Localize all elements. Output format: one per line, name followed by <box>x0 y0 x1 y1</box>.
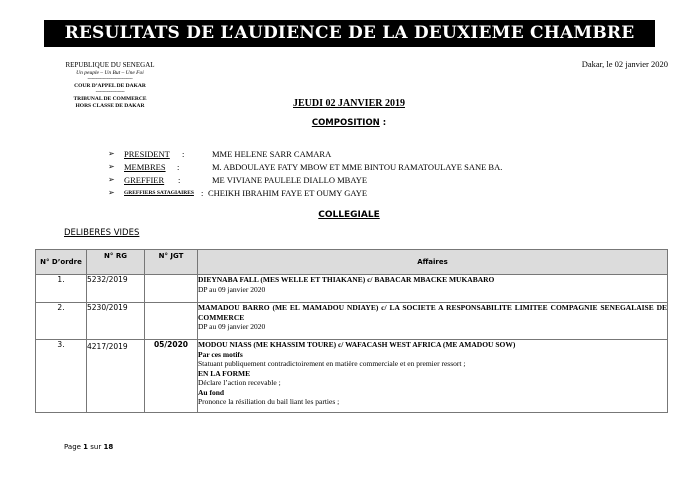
table-row <box>36 303 668 340</box>
composition-label: COMPOSITION <box>311 118 380 128</box>
republic-name: REPUBLIQUE DU SENEGAL <box>65 61 155 69</box>
member-name: CHEIKH IBRAHIM FAYE ET OUMY GAYE <box>208 188 368 198</box>
case-line: DP au 09 janvier 2020 <box>198 284 266 294</box>
footer-middle: sur <box>88 443 104 451</box>
case-affaire-cell <box>198 303 668 340</box>
case-affaire-cell <box>198 340 668 413</box>
member-role-label: MEMBRES <box>124 162 166 172</box>
subsection-title: DELIBERES VIDES <box>64 228 140 238</box>
case-statuant-text: Statuant publiquement contradictoirement en matière commerciale et en premier ressort ; <box>198 359 466 368</box>
case-jgt-cell: 05/2020 <box>145 340 198 413</box>
case-order-cell: 1. <box>36 275 87 303</box>
column-header-jgt: N° JGT <box>145 250 198 275</box>
column-header-order: N° D’ordre <box>36 250 87 275</box>
national-motto: Un peuple – Un But – Une Foi <box>76 70 144 76</box>
composition-suffix: : <box>379 118 387 128</box>
column-header-rg: N° RG <box>87 250 145 275</box>
case-fond-heading: Au fond <box>198 387 225 397</box>
member-name: MME HELENE SARR CAMARA <box>212 149 332 159</box>
arrow-bullet-icon: ➢ <box>108 162 115 171</box>
case-affaire-cell <box>198 275 668 303</box>
arrow-bullet-icon: ➢ <box>108 188 115 197</box>
member-role-sep: : <box>182 149 185 159</box>
arrow-bullet-icon: ➢ <box>108 149 115 158</box>
member-name: ME VIVIANE PAULELE DIALLO MBAYE <box>212 175 368 185</box>
case-order-cell: 3. <box>36 340 87 413</box>
case-title: DIEYNABA FALL (MES WELLE ET THIAKANE) c/ BABACAR MBACKE MUKABARO <box>198 275 495 284</box>
case-rg-cell: 5230/2019 <box>87 303 145 340</box>
case-forme-heading: EN LA FORME <box>198 368 251 378</box>
case-forme-text: Déclare l’action recevable ; <box>198 378 281 387</box>
member-role-label: PRESIDENT <box>124 149 170 159</box>
member-role-sep: : <box>178 175 181 185</box>
footer-total-pages: 18 <box>103 443 114 451</box>
document-date: Dakar, le 02 janvier 2020 <box>581 59 668 69</box>
tribunal-name-line-1: TRIBUNAL DE COMMERCE <box>73 96 147 102</box>
member-name: M. ABDOULAYE FATY MBOW ET MME BINTOU RAMATOULAYE SANE BA. <box>212 162 503 172</box>
document-banner-title: RESULTATS DE L’AUDIENCE DE LA DEUXIEME CHAMBRE <box>44 20 655 47</box>
case-rg-cell: 5232/2019 <box>87 275 145 303</box>
member-role-label: GREFFIERS SATAGIAIRES <box>124 190 194 196</box>
case-rg-cell: 4217/2019 <box>87 340 145 413</box>
header-separator: --------------------------------- <box>87 77 133 82</box>
case-order-cell: 2. <box>36 303 87 340</box>
table-row <box>36 275 668 303</box>
court-of-appeal-name: COUR D’APPEL DE DAKAR <box>74 83 146 89</box>
member-role-label: GREFFIER <box>124 175 165 185</box>
case-line: DP au 09 janvier 2020 <box>198 322 266 331</box>
header-separator-2: --------------------- <box>95 90 125 95</box>
composition-heading <box>0 118 698 128</box>
case-jgt-cell <box>145 275 198 303</box>
footer-current-page: 1 <box>83 443 89 451</box>
case-fond-text: Prononce la résiliation du bail liant les parties ; <box>198 397 340 406</box>
case-title: MAMADOU BARRO (ME EL MAMADOU NDIAYE) c/ LA SOCIETE A RESPONSABILITE LIMITEE COMPAGNIE SENEGALAISE DE COMMERCE <box>198 303 667 322</box>
footer-prefix: Page <box>64 443 84 451</box>
case-title: MODOU NIASS (ME KHASSIM TOURE) c/ WAFACASH WEST AFRICA (ME AMADOU SOW) <box>198 340 516 349</box>
hearing-day-title: JEUDI 02 JANVIER 2019 <box>293 98 405 109</box>
case-jgt-cell <box>145 303 198 340</box>
page-footer <box>64 443 113 451</box>
tribunal-name-line-2: HORS CLASSE DE DAKAR <box>75 103 145 109</box>
case-motifs-heading: Par ces motifs <box>198 349 243 359</box>
table-row <box>36 340 668 413</box>
member-role-sep: : <box>201 188 204 198</box>
section-title: COLLEGIALE <box>318 210 380 220</box>
cases-table <box>35 249 668 413</box>
arrow-bullet-icon: ➢ <box>108 175 115 184</box>
member-role-sep: : <box>177 162 180 172</box>
column-header-affaires: Affaires <box>198 250 668 275</box>
table-header-row <box>36 250 668 275</box>
